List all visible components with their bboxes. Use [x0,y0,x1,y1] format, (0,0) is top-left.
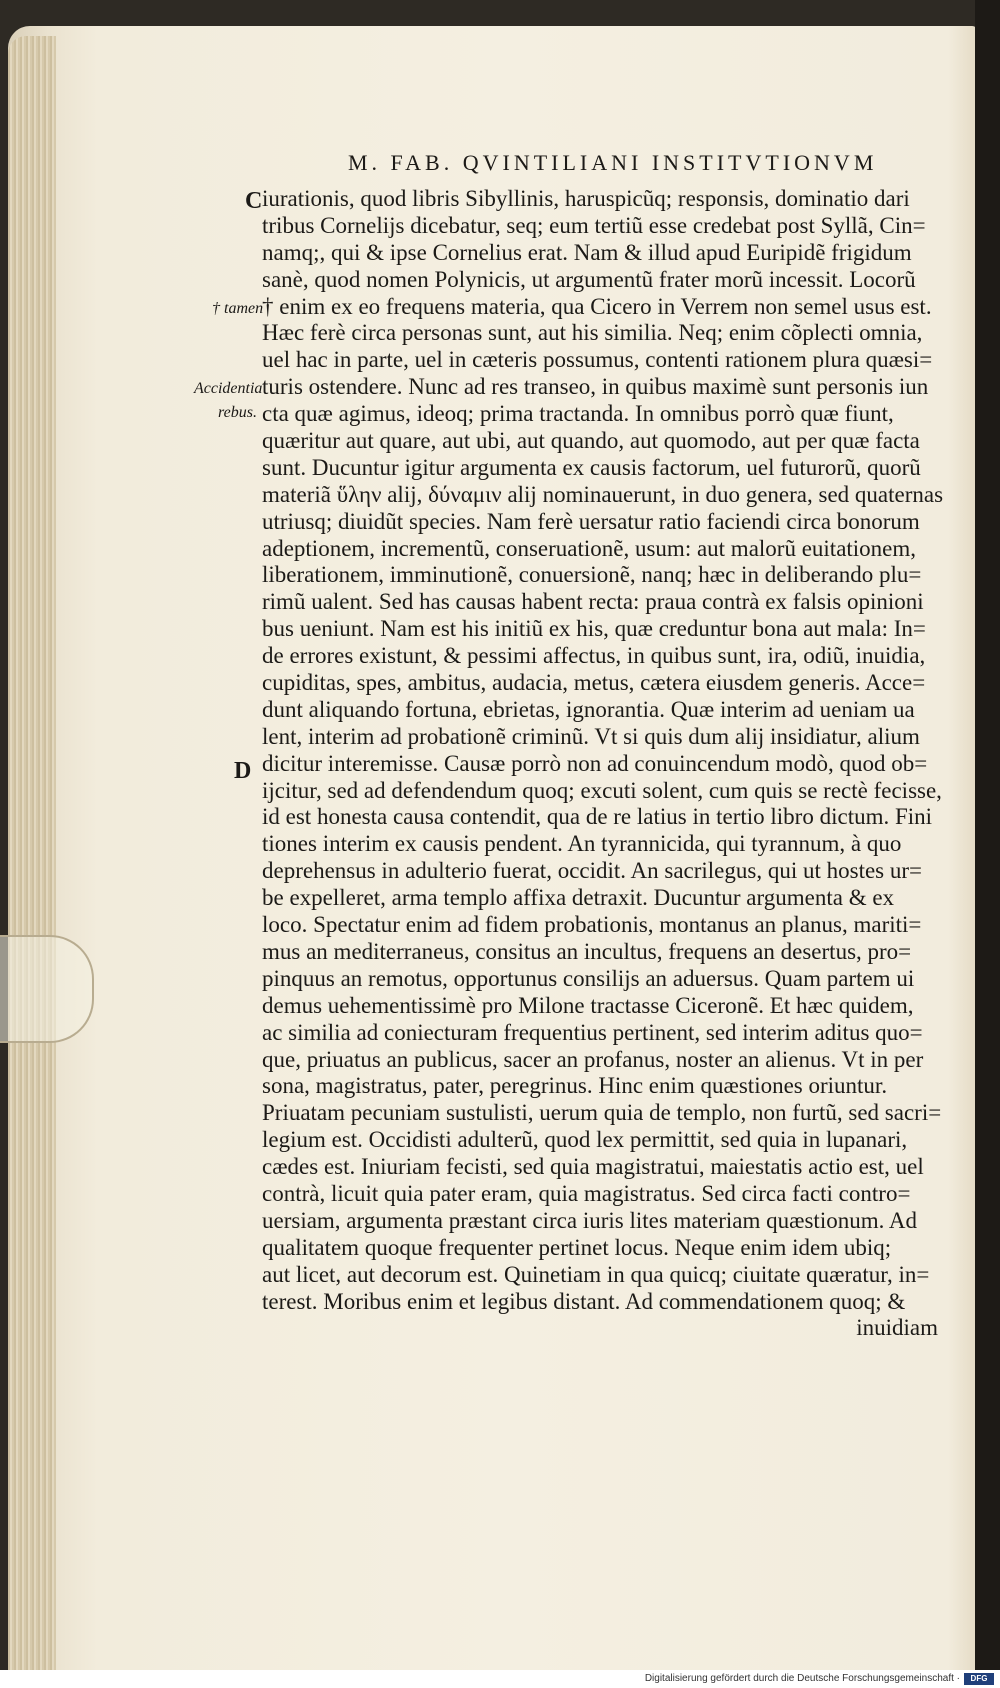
text-line: aut licet, aut decorum est. Quinetiam in qua quicq; ciuitate quæratur, in= [262,1261,930,1287]
margin-note-rebus: rebus. [218,404,257,421]
text-line: terest. Moribus enim et legibus distant. Ad commendationem quoq; & [262,1288,906,1314]
footer [0,1670,1000,1688]
running-head: M. FAB. QVINTILIANI INSTITVTIONVM [348,150,878,175]
margin-note-accidentia: Accidentia [194,380,263,397]
page-edges [8,36,56,1670]
text-line: materiã ὕλην alij, δύναμιν alij nominauerunt, in duo genera, sed quaternas [262,481,944,507]
text-line: bus ueniunt. Nam est his initiũ ex his, quæ creduntur bona aut mala: In= [262,616,926,642]
text-line: mus an mediterraneus, consitus an incultus, frequens an desertus, pro= [262,938,912,964]
text-line: id est honesta causa contendit, qua de re latius in tertio libro dictum. Fini [262,804,933,830]
text-line: † enim ex eo frequens materia, qua Cicero in Verrem non semel usus est. [262,293,932,319]
text-line: sona, magistratus, pater, peregrinus. Hinc enim quæstiones oriuntur. [262,1073,888,1099]
text-line: iurationis, quod libris Sibyllinis, haruspicũq; responsis, dominatio dari [262,186,910,211]
section-marker-c: C [245,188,263,214]
funding-notice: Digitalisierung gefördert durch die Deutsche Forschungsgemeinschaft · [644,1673,960,1684]
text-line: sanè, quod nomen Polynicis, ut argumentũ frater morũ incessit. Locorũ [262,266,916,292]
text-line: ijcitur, sed ad defendendum quoq; excuti solent, cum quis se rectè fecisse, [262,777,942,803]
text-line: quæritur aut quare, aut ubi, aut quando, aut quomodo, aut per quæ facta [262,428,920,454]
text-line: cædes est. Iniuriam fecisti, sed quia magistratui, maiestatis actio est, uel [262,1154,924,1180]
catchword: inuidiam [856,1315,938,1341]
text-line: legium est. Occidisti adulterũ, quod lex permittit, sed quia in lupanari, [262,1127,908,1153]
text-line: tribus Cornelijs dicebatur, seq; eum tertiũ esse credebat post Syllã, Cin= [262,212,926,238]
text-line: qualitatem quoque frequenter pertinet locus. Neque enim idem ubiq; [262,1234,892,1260]
text-line: uersiam, argumenta præstant circa iuris lites materiam quæstionum. Ad [262,1207,917,1233]
dfg-logo: DFG [964,1673,994,1685]
text-line: pinquus an remotus, opportunus consilijs an aduersus. Quam partem ui [262,965,915,991]
text-line: utriusq; diuidũt species. Nam ferè uersatur ratio faciendi circa bonorum [262,508,920,534]
text-line: be expelleret, arma templo affixa detraxit. Ducuntur argumenta & ex [262,885,895,911]
text-line: namq;, qui & ipse Cornelius erat. Nam & illud apud Euripidẽ frigidum [262,239,912,265]
text-line: Hæc ferè circa personas sunt, aut his similia. Neq; enim cõplecti omnia, [262,320,923,346]
text-line: adeptionem, incrementũ, conseruationẽ, usum: aut malorũ euitationem, [262,535,917,561]
text-line: cta quæ agimus, ideoq; prima tractanda. In omnibus porrò quæ fiunt, [262,401,894,427]
text-line: tiones interim ex causis pendent. An tyrannicida, qui tyrannum, à quo [262,831,902,857]
text-line: uel hac in parte, uel in cæteris possumus, contenti rationem plura quæsi= [262,347,933,373]
text-line: demus uehementissimè pro Milone tractasse Ciceronẽ. Et hæc quidem, [262,992,914,1018]
text-line: turis ostendere. Nunc ad res transeo, in quibus maximè sunt personis iun [262,374,929,400]
text-line: dicitur interemisse. Causæ porrò non ad conuincendum modò, quod ob= [262,750,928,776]
text-line: dunt aliquando fortuna, ebrietas, ignorantia. Quæ interim ad ueniam ua [262,696,915,722]
text-line: loco. Spectatur enim ad fidem probationis, montanus an planus, mariti= [262,912,922,938]
text-line: lent, interim ad probationẽ criminũ. Vt si quis dum alij insidiatur, alium [262,723,920,749]
body-text [262,186,978,1342]
text-line: de errores existunt, & pessimi affectus, in quibus sunt, ira, odiũ, inuidia, [262,643,926,669]
bookmark-clip [0,935,94,1043]
dark-binding-edge [975,0,1000,1670]
text-line: liberationem, imminutionẽ, conuersionẽ, nanq; hæc in deliberando plu= [262,562,922,588]
text-line: sunt. Ducuntur igitur argumenta ex causis factorum, uel futurorũ, quorũ [262,454,921,480]
text-line: contrà, licuit quia pater eram, quia magistratus. Sed circa facti contro= [262,1180,911,1206]
text-line: deprehensus in adulterio fuerat, occidit. An sacrilegus, qui ut hostes ur= [262,858,923,884]
text-line: rimũ ualent. Sed has causas habent recta: praua contrà ex falsis opinioni [262,589,924,615]
section-marker-d: D [234,758,252,784]
margin-note-tamen: † tamen [212,300,264,317]
text-line: que, priuatus an publicus, sacer an profanus, noster an alienus. Vt in per [262,1046,924,1072]
text-line: cupiditas, spes, ambitus, audacia, metus, cætera eiusdem generis. Acce= [262,670,926,696]
text-line: ac similia ad coniecturam frequentius pertinent, sed interim aditus quo= [262,1019,923,1045]
text-line: Priuatam pecuniam sustulisti, uerum quia de templo, non furtũ, sed sacri= [262,1100,942,1126]
